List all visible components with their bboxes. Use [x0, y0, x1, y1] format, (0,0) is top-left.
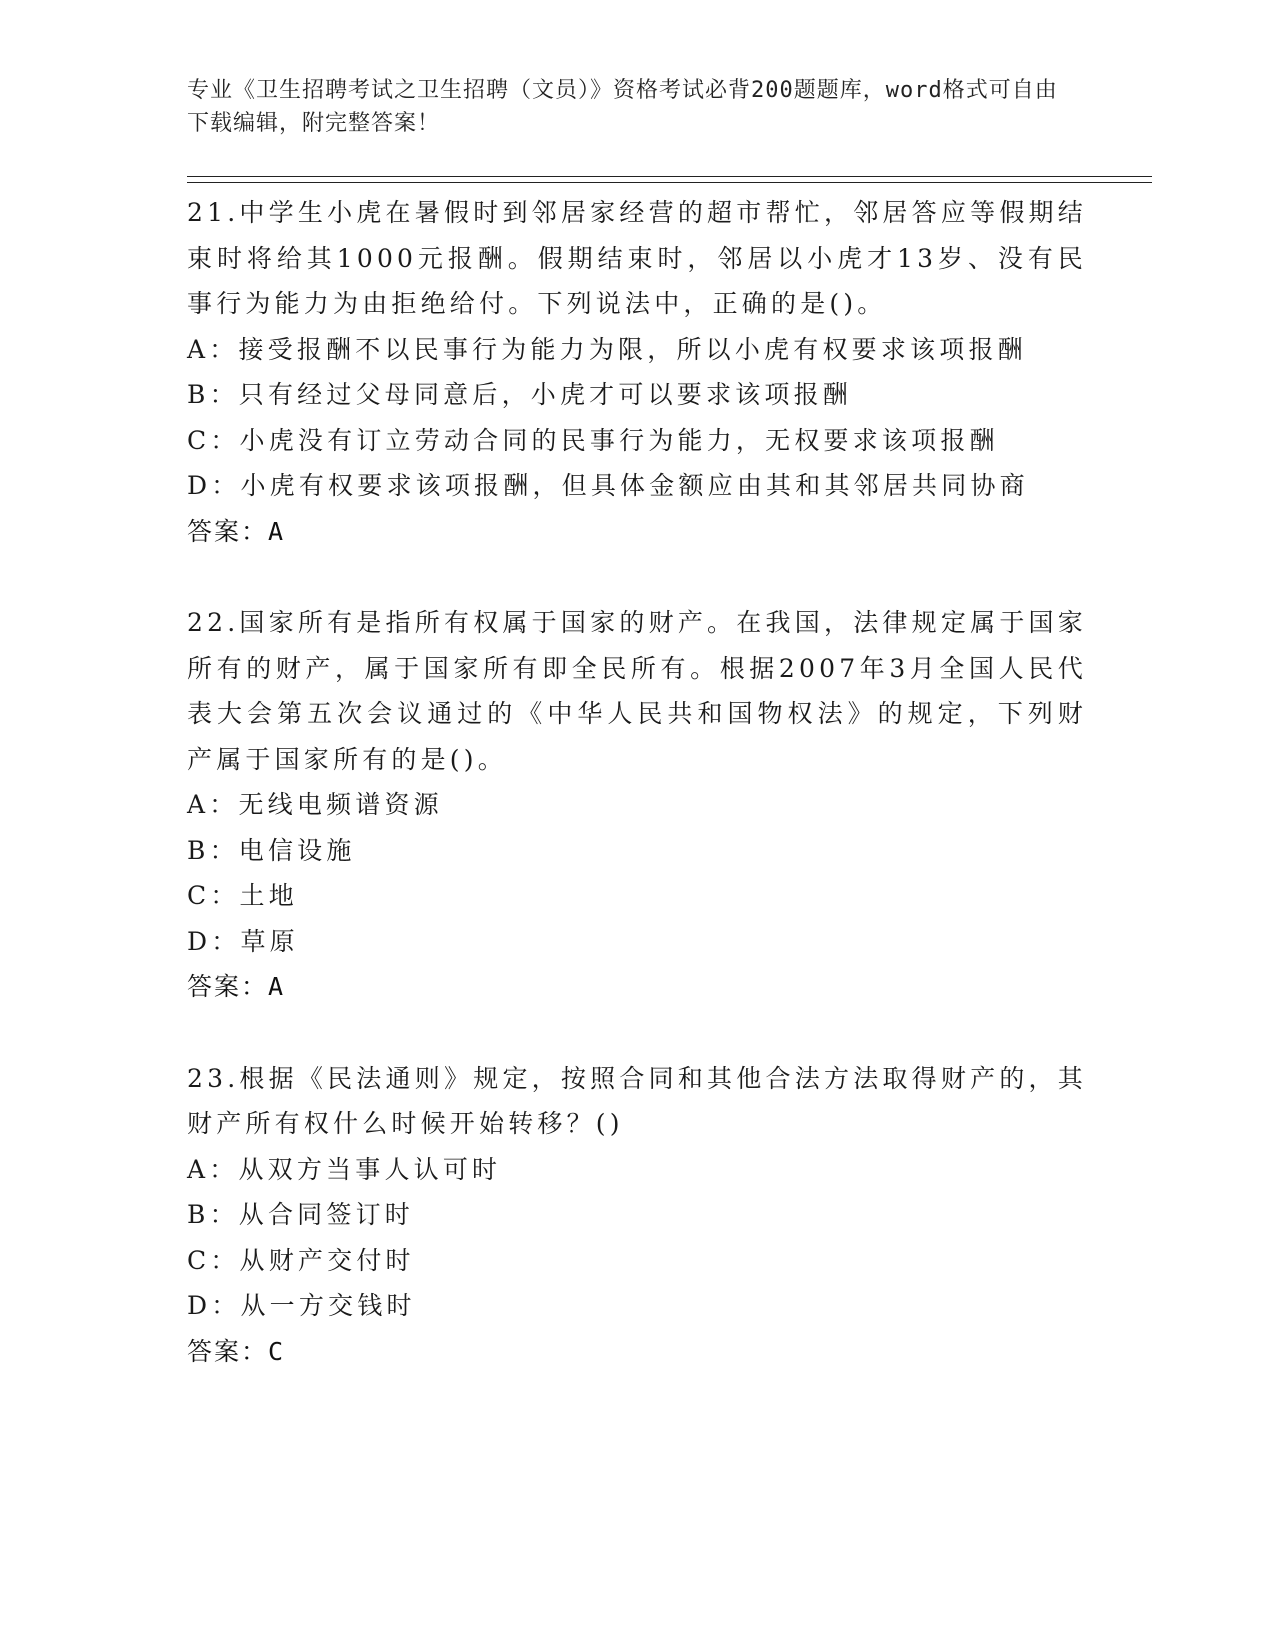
question-list [187, 190, 1087, 1420]
header-divider-top [187, 176, 1152, 177]
option-d: D：草原 [187, 926, 299, 956]
question-23 [187, 1056, 1087, 1375]
option-c: C：从财产交付时 [187, 1245, 415, 1275]
document-header: 专业《卫生招聘考试之卫生招聘（文员）》资格考试必背200题题库，word格式可自由下载编辑，附完整答案！ [187, 78, 1058, 136]
option-d: D：从一方交钱时 [187, 1291, 416, 1320]
option-b: B：电信设施 [187, 835, 356, 865]
question-21 [187, 190, 1087, 554]
header-divider-bottom [187, 182, 1152, 183]
option-a: A：接受报酬不以民事行为能力为限，所以小虎有权要求该项报酬 [187, 334, 1027, 364]
answer-label: 答案：A [187, 972, 286, 1001]
option-c: C：土地 [187, 881, 298, 910]
question-stem: 23.根据《民法通则》规定，按照合同和其他合法方法取得财产的，其财产所有权什么时候开始转移？() [187, 1063, 1087, 1138]
answer-label: 答案：C [187, 1336, 286, 1366]
answer-label: 答案：A [187, 516, 286, 546]
option-a: A：无线电频谱资源 [187, 790, 443, 819]
option-a: A：从双方当事人认可时 [187, 1154, 502, 1184]
question-stem: 22.国家所有是指所有权属于国家的财产。在我国，法律规定属于国家所有的财产，属于国家所有即全民所有。根据2007年3月全国人民代表大会第五次会议通过的《中华人民共和国物权法》的规定，下列财产属于国家所有的是()。 [187, 608, 1087, 774]
option-b: B：只有经过父母同意后，小虎才可以要求该项报酬 [187, 380, 852, 409]
option-d: D：小虎有权要求该项报酬，但具体金额应由其和其邻居共同协商 [187, 471, 1029, 500]
option-c: C：小虎没有订立劳动合同的民事行为能力，无权要求该项报酬 [187, 425, 999, 455]
question-stem: 21.中学生小虎在暑假时到邻居家经营的超市帮忙，邻居答应等假期结束时将给其1000元报酬。假期结束时，邻居以小虎才13岁、没有民事行为能力为由拒绝给付。下列说法中，正确的是()。 [187, 198, 1087, 318]
question-22 [187, 600, 1087, 1010]
option-b: B：从合同签订时 [187, 1200, 414, 1229]
